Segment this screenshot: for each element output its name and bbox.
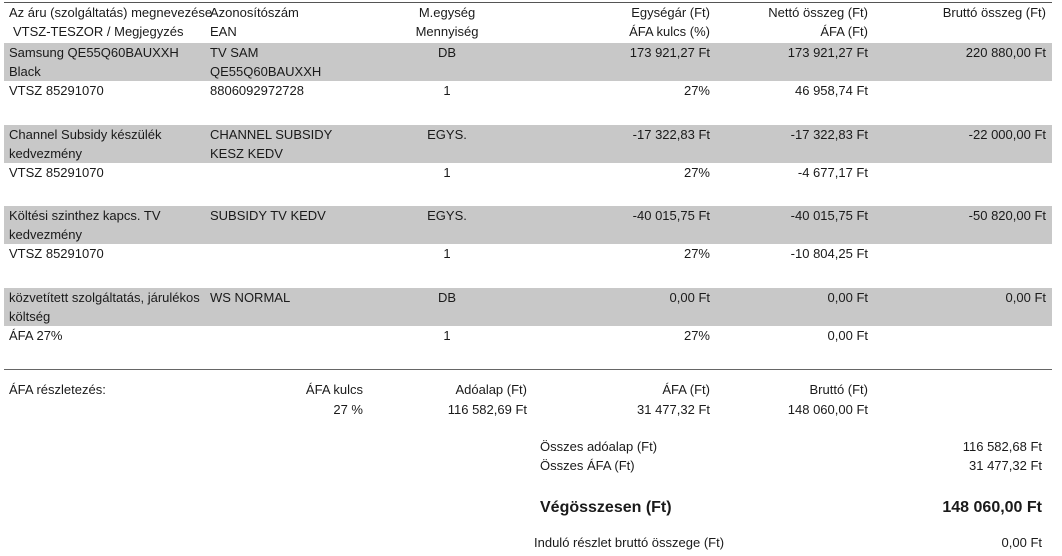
- item-row-detail: [4, 163, 1052, 201]
- item-id: TV SAM: [210, 45, 259, 60]
- item-name-cont: kedvezmény: [9, 227, 82, 242]
- item-unit: DB: [437, 45, 457, 60]
- item-note: ÁFA 27%: [9, 328, 63, 343]
- header-ean: EAN: [210, 24, 237, 39]
- item-vat-rate: 27%: [683, 165, 710, 180]
- item-row-detail: [4, 81, 1052, 119]
- item-qty: 1: [443, 165, 451, 180]
- item-gross: -50 820,00 Ft: [968, 208, 1046, 223]
- item-row-main: [4, 288, 1052, 326]
- item-unit-price: -40 015,75 Ft: [632, 208, 710, 223]
- item-vat-rate: 27%: [683, 83, 710, 98]
- item-qty: 1: [443, 83, 451, 98]
- item-name: Samsung QE55Q60BAUXXH: [9, 45, 179, 60]
- header-vtsz: VTSZ-TESZOR / Megjegyzés: [13, 24, 184, 39]
- header-description: Az áru (szolgáltatás) megnevezése: [9, 5, 213, 20]
- item-unit-price: 173 921,27 Ft: [629, 45, 710, 60]
- item-gross: 220 880,00 Ft: [965, 45, 1046, 60]
- item-name-cont: költség: [9, 309, 51, 324]
- item-qty: 1: [443, 246, 451, 261]
- item-vat: -4 677,17 Ft: [797, 165, 868, 180]
- initial-installment-value: 0,00 Ft: [1001, 535, 1042, 550]
- total-vat-label: Összes ÁFA (Ft): [540, 458, 635, 473]
- item-row-detail: [4, 244, 1052, 282]
- total-vat-value: 31 477,32 Ft: [969, 458, 1042, 473]
- item-name-cont: kedvezmény: [9, 146, 82, 161]
- grand-total-label: Végösszesen (Ft): [540, 499, 672, 516]
- vat-rate-header: ÁFA kulcs: [305, 382, 363, 397]
- item-vat: 0,00 Ft: [827, 328, 868, 343]
- item-unit-price: -17 322,83 Ft: [632, 127, 710, 142]
- item-id: CHANNEL SUBSIDY: [210, 127, 333, 142]
- item-row-main: [4, 125, 1052, 163]
- gross-header: Bruttó (Ft): [809, 382, 868, 397]
- item-vat: -10 804,25 Ft: [790, 246, 868, 261]
- vat-amount-value: 31 477,32 Ft: [637, 402, 710, 417]
- item-unit: EGYS.: [427, 127, 467, 142]
- header-net: Nettó összeg (Ft): [768, 5, 868, 20]
- gross-value: 148 060,00 Ft: [787, 402, 868, 417]
- item-name: közvetített szolgáltatás, járulékos: [9, 290, 200, 305]
- tax-base-value: 116 582,69 Ft: [447, 402, 527, 417]
- item-name: Channel Subsidy készülék: [9, 127, 162, 142]
- item-net: -40 015,75 Ft: [790, 208, 868, 223]
- header-qty: Mennyiség: [415, 24, 479, 39]
- vat-breakdown-label: ÁFA részletezés:: [9, 382, 106, 397]
- item-name-cont: Black: [9, 64, 41, 79]
- item-id: WS NORMAL: [210, 290, 291, 305]
- item-vat-rate: 27%: [683, 246, 710, 261]
- grand-total-value: 148 060,00 Ft: [942, 499, 1042, 516]
- vat-amount-header: ÁFA (Ft): [662, 382, 710, 397]
- item-gross: 0,00 Ft: [1005, 290, 1046, 305]
- initial-installment-label: Induló részlet bruttó összege (Ft): [534, 535, 725, 550]
- item-unit: DB: [437, 290, 457, 305]
- item-id-cont: QE55Q60BAUXXH: [210, 64, 322, 79]
- section-divider: [4, 369, 1052, 370]
- item-unit-price: 0,00 Ft: [669, 290, 710, 305]
- table-header: [4, 2, 1052, 41]
- item-net: 0,00 Ft: [827, 290, 868, 305]
- item-row-main: [4, 43, 1052, 81]
- item-id-cont: KESZ KEDV: [210, 146, 283, 161]
- item-vat: 46 958,74 Ft: [795, 83, 868, 98]
- vat-rate-value: 27 %: [333, 402, 363, 417]
- header-id: Azonosítószám: [210, 5, 299, 20]
- header-unit-price: Egységár (Ft): [631, 5, 710, 20]
- item-row-detail: [4, 326, 1052, 364]
- item-name: Költési szinthez kapcs. TV: [9, 208, 161, 223]
- header-unit: M.egység: [418, 5, 476, 20]
- total-net-label: Összes adóalap (Ft): [540, 439, 658, 454]
- item-vat-rate: 27%: [683, 328, 710, 343]
- item-note: VTSZ 85291070: [9, 83, 104, 98]
- item-row-main: [4, 206, 1052, 244]
- header-vat: ÁFA (Ft): [820, 24, 868, 39]
- tax-base-header: Adóalap (Ft): [455, 382, 527, 397]
- item-id: SUBSIDY TV KEDV: [210, 208, 326, 223]
- item-note: VTSZ 85291070: [9, 165, 104, 180]
- item-ean: 8806092972728: [210, 83, 304, 98]
- header-vat-rate: ÁFA kulcs (%): [629, 24, 710, 39]
- item-note: VTSZ 85291070: [9, 246, 104, 261]
- header-gross: Bruttó összeg (Ft): [942, 5, 1046, 20]
- item-qty: 1: [443, 328, 451, 343]
- item-net: -17 322,83 Ft: [790, 127, 868, 142]
- item-net: 173 921,27 Ft: [787, 45, 868, 60]
- total-net-value: 116 582,68 Ft: [962, 439, 1042, 454]
- item-gross: -22 000,00 Ft: [968, 127, 1046, 142]
- item-unit: EGYS.: [427, 208, 467, 223]
